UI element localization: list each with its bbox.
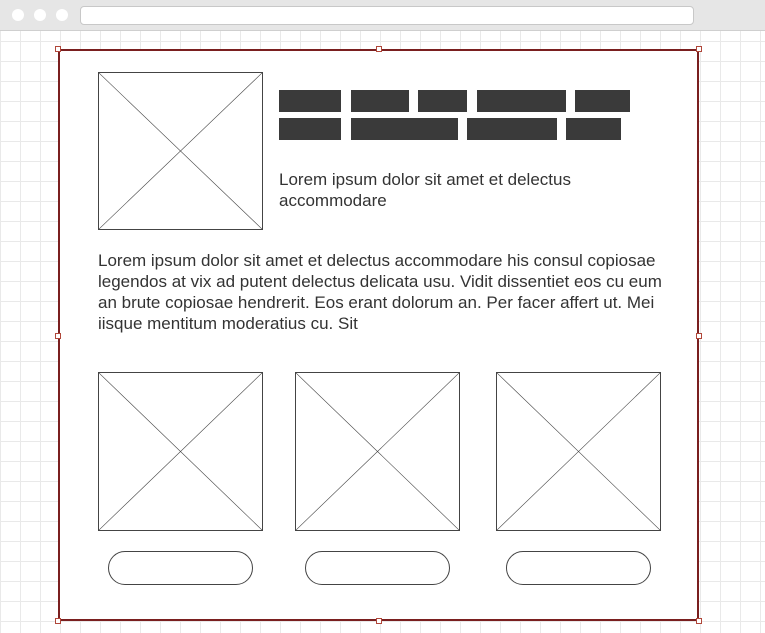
image-placeholder-hero bbox=[98, 72, 263, 230]
heading-block bbox=[566, 118, 621, 140]
heading-block bbox=[575, 90, 630, 112]
image-placeholder-1 bbox=[98, 372, 263, 531]
window-maximize-dot[interactable] bbox=[56, 9, 68, 21]
image-placeholder-3 bbox=[496, 372, 661, 531]
button-placeholder-3[interactable] bbox=[506, 551, 651, 585]
browser-toolbar bbox=[0, 0, 765, 31]
window-minimize-dot[interactable] bbox=[34, 9, 46, 21]
heading-block bbox=[279, 118, 341, 140]
resize-handle-top-left[interactable] bbox=[55, 46, 61, 52]
window-close-dot[interactable] bbox=[12, 9, 24, 21]
resize-handle-top[interactable] bbox=[376, 46, 382, 52]
resize-handle-left[interactable] bbox=[55, 333, 61, 339]
heading-block bbox=[477, 90, 566, 112]
button-placeholder-2[interactable] bbox=[305, 551, 450, 585]
intro-text: Lorem ipsum dolor sit amet et delectus accommodare bbox=[279, 170, 571, 210]
resize-handle-bottom-left[interactable] bbox=[55, 618, 61, 624]
heading-block bbox=[351, 118, 458, 140]
heading-block bbox=[351, 90, 409, 112]
resize-handle-bottom-right[interactable] bbox=[696, 618, 702, 624]
image-placeholder-icon bbox=[497, 373, 660, 530]
body-paragraph: Lorem ipsum dolor sit amet et delectus accommodare his consul copiosae legendos at vix ad putent delectus delicata usu. Vidit dissentiet eos cu eum an brute copiosae hendrerit. Eos erant dolorum an. Per facer affert ut. Mei iisque mentitum moderatius cu. Sit bbox=[98, 251, 662, 333]
image-placeholder-2 bbox=[295, 372, 460, 531]
heading-block bbox=[279, 90, 341, 112]
address-bar[interactable] bbox=[80, 6, 694, 25]
image-placeholder-icon bbox=[296, 373, 459, 530]
resize-handle-top-right[interactable] bbox=[696, 46, 702, 52]
resize-handle-bottom[interactable] bbox=[376, 618, 382, 624]
image-placeholder-icon bbox=[99, 73, 262, 229]
heading-block bbox=[418, 90, 467, 112]
image-placeholder-icon bbox=[99, 373, 262, 530]
resize-handle-right[interactable] bbox=[696, 333, 702, 339]
button-placeholder-1[interactable] bbox=[108, 551, 253, 585]
heading-block bbox=[467, 118, 557, 140]
